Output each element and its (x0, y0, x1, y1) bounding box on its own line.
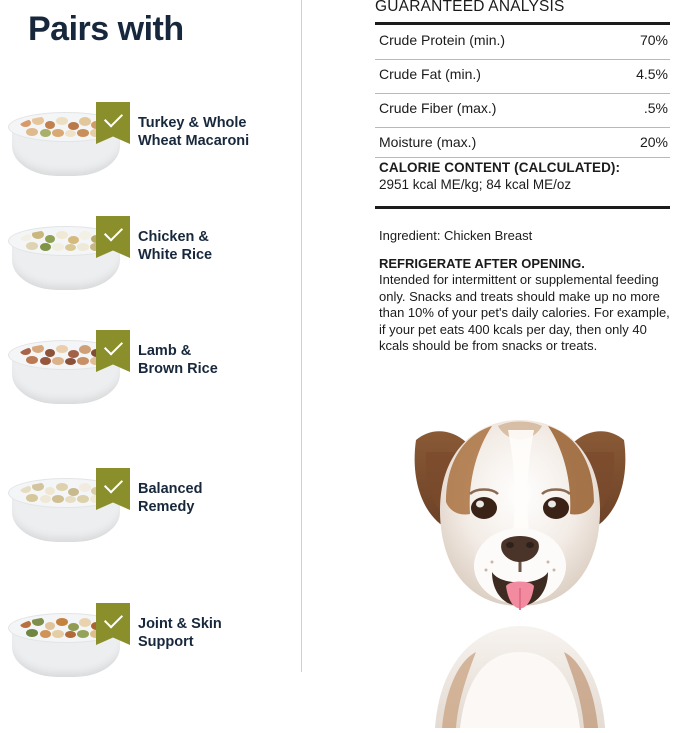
list-item[interactable] (0, 322, 300, 418)
table-cell-name: Crude Fiber (max.) (379, 100, 497, 116)
list-item-label-line1: Lamb & (138, 343, 192, 359)
refrigerate-notice: REFRIGERATE AFTER OPENING. (379, 256, 585, 271)
rule-divider (375, 93, 670, 94)
rule-divider (375, 127, 670, 128)
table-cell-value: .5% (643, 100, 668, 116)
list-item-label (138, 228, 288, 264)
list-item-label (138, 615, 288, 651)
rule-divider (375, 157, 670, 158)
table-cell-name: Crude Protein (min.) (379, 32, 506, 48)
table-row (375, 62, 670, 89)
table-row (375, 28, 670, 55)
table-cell-name: Moisture (max.) (379, 134, 477, 150)
dog-bowl-icon (8, 330, 124, 406)
list-item-label-line2: Remedy (138, 499, 195, 515)
list-item-label (138, 342, 288, 378)
dog-bowl-icon (8, 468, 124, 544)
rule-divider (375, 59, 670, 60)
dog-bowl-icon (8, 216, 124, 292)
calorie-content-value: 2951 kcal ME/kg; 84 kcal ME/oz (379, 177, 572, 192)
ingredient-text: Ingredient: Chicken Breast (379, 228, 533, 243)
list-item[interactable] (0, 208, 300, 304)
table-cell-value: 20% (639, 134, 668, 150)
table-row (375, 130, 670, 157)
dog-bowl-icon (8, 603, 124, 679)
rule-bottom (375, 206, 670, 209)
list-item-label-line1: Turkey & Whole (138, 115, 247, 131)
list-item-label (138, 114, 288, 150)
list-item-label (138, 480, 288, 516)
list-item-label-line2: Wheat Macaroni (138, 133, 250, 149)
list-item-label-line2: Support (138, 634, 194, 650)
list-item-label-line2: Brown Rice (138, 361, 218, 377)
list-item[interactable] (0, 94, 300, 190)
table-row (375, 96, 670, 123)
pairs-with-panel (0, 0, 300, 728)
calorie-content-heading: CALORIE CONTENT (CALCULATED): (379, 160, 621, 175)
dog-bowl-icon (8, 102, 124, 178)
table-cell-value: 70% (639, 32, 668, 48)
list-item[interactable] (0, 595, 300, 691)
list-item-label-line1: Joint & Skin (138, 616, 222, 632)
table-cell-name: Crude Fat (min.) (379, 66, 481, 82)
dog-photo (380, 390, 660, 728)
list-item-label-line1: Balanced (138, 481, 203, 497)
table-cell-value: 4.5% (636, 66, 668, 82)
rule-top (375, 22, 670, 25)
guaranteed-analysis-title: GUARANTEED ANALYSIS (375, 0, 565, 15)
list-item-label-line1: Chicken & (138, 229, 209, 245)
list-item-label-line2: White Rice (138, 247, 213, 263)
vertical-divider (301, 0, 302, 672)
feeding-note: Intended for intermittent or supplemental feeding only. Snacks and treats should make up no more than 10% of your pet's daily calories. For example, if your pet eats 400 kcals per day, then only 40 kcals should be from snacks or treats. (379, 272, 670, 353)
list-item[interactable] (0, 460, 300, 556)
page-title: Pairs with (28, 10, 184, 48)
